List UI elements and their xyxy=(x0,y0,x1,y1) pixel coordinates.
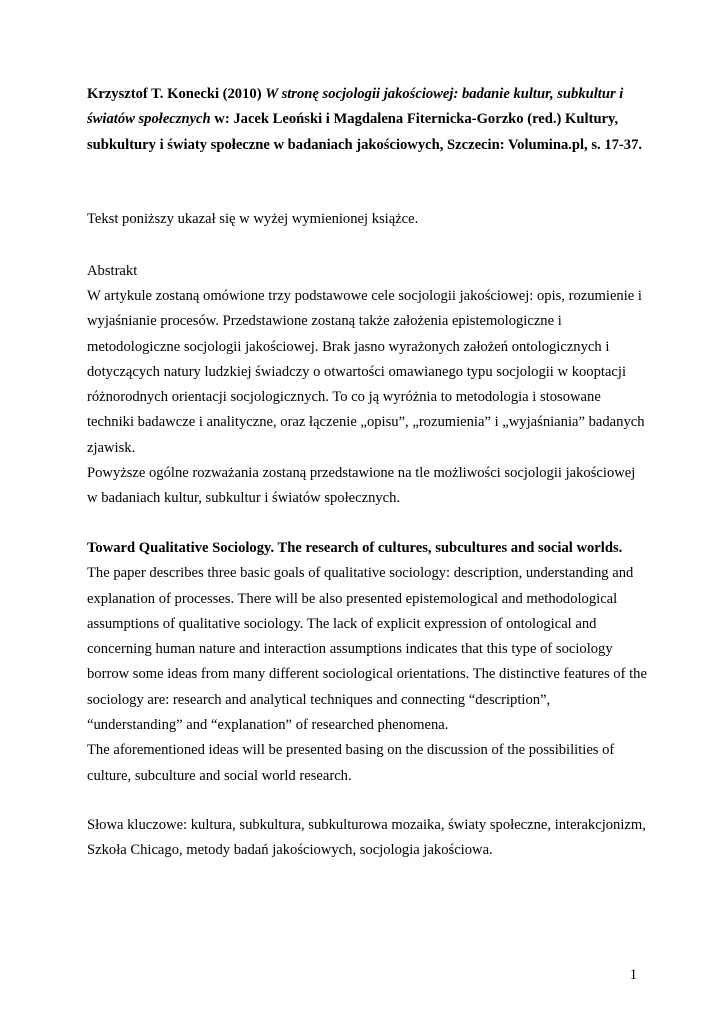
abstract-english-paragraph-1: The paper describes three basic goals of qualitative sociology: description, understanding and explanation of processes. There will be also presented epistemological and methodological assumptions of qualitative sociology. The lack of explicit expression of ontological and concerning human nature and interaction assumptions indicates that this type of sociology borrow some ideas from many different sociological orientations. The distinctive features of the sociology are: research and analytical techniques and connecting “description”, “understanding” and “explanation” of researched phenomena. xyxy=(87,565,647,734)
abstract-polish-paragraph-2: Powyższe ogólne rozważania zostaną przedstawione na tle możliwości socjologii jakościowej w badaniach kultur, subkultur i światów społecznych. xyxy=(87,465,636,507)
citation-title: W stronę socjologii jakościowej: badanie kultur, subkultur i światów społecznych xyxy=(87,86,624,128)
publication-note: Tekst poniższy ukazał się w wyżej wymienionej książce. xyxy=(87,211,419,227)
page-number: 1 xyxy=(629,967,637,983)
abstract-english-title: Toward Qualitative Sociology. The research of cultures, subcultures and social worlds. xyxy=(87,540,623,556)
keywords: Słowa kluczowe: kultura, subkultura, subkulturowa mozaika, światy społeczne, interakcjonizm, Szkoła Chicago, metody badań jakościowych, socjologia jakościowa. xyxy=(87,817,646,859)
abstract-english xyxy=(87,536,647,789)
abstract-english-paragraph-2: The aforementioned ideas will be presented basing on the discussion of the possibilities of culture, subculture and social world research. xyxy=(87,742,615,784)
abstract-heading: Abstrakt xyxy=(87,263,138,279)
abstract-polish xyxy=(87,284,647,512)
citation-author-year: Krzysztof T. Konecki (2010) xyxy=(87,86,266,102)
citation-rest: w: Jacek Leoński i Magdalena Fiternicka-Gorzko (red.) Kultury, subkultury i światy społeczne w badaniach jakościowych, Szczecin: Volumina.pl, s. 17-37. xyxy=(87,111,643,153)
abstract-polish-paragraph-1: W artykule zostaną omówione trzy podstawowe cele socjologii jakościowej: opis, rozumienie i wyjaśnianie procesów. Przedstawione zostaną także założenia epistemologiczne i metodologiczne socjologii jakościowej. Brak jasno wyrażonych założeń ontologicznych i dotyczących natury ludzkiej świadczy o otwartości omawianego typu socjologii w kooptacji różnorodnych orientacji socjologicznych. To co ją wyróżnia to metodologia i stosowane techniki badawcze i analityczne, oraz łączenie „opisu”, „rozumienia” i „wyjaśniania” badanych zjawisk. xyxy=(87,288,645,456)
citation xyxy=(87,82,647,158)
